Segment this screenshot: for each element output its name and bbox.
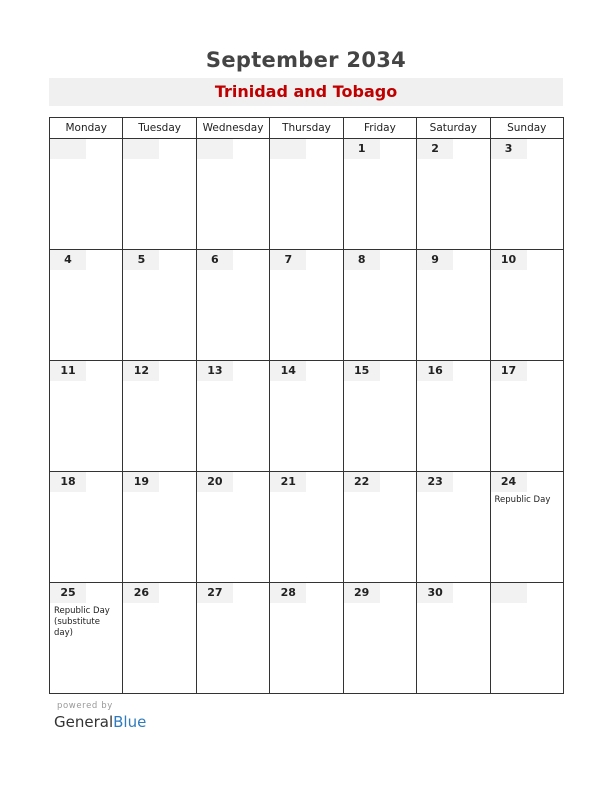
day-cell <box>270 139 343 250</box>
day-number <box>50 139 86 159</box>
day-cell <box>123 139 196 250</box>
country-banner <box>49 78 563 106</box>
brand-blue: Blue <box>113 713 147 731</box>
day-cell <box>343 472 416 583</box>
day-cell <box>50 361 123 472</box>
day-number: 17 <box>491 361 527 381</box>
day-cell <box>417 250 490 361</box>
weekday-header: Wednesday <box>196 118 269 139</box>
day-cell <box>50 139 123 250</box>
day-number: 19 <box>123 472 159 492</box>
day-number: 25 <box>50 583 86 603</box>
day-cell <box>270 250 343 361</box>
day-cell <box>196 361 269 472</box>
day-cell <box>123 583 196 694</box>
calendar-title: September 2034 <box>205 48 407 72</box>
day-number: 29 <box>344 583 380 603</box>
day-cell <box>417 583 490 694</box>
day-cell <box>343 583 416 694</box>
day-number: 11 <box>50 361 86 381</box>
day-cell <box>417 361 490 472</box>
day-number: 8 <box>344 250 380 270</box>
weekday-header: Saturday <box>417 118 490 139</box>
day-number: 23 <box>417 472 453 492</box>
day-cell <box>417 472 490 583</box>
powered-by-text: powered by <box>57 701 113 711</box>
day-number: 21 <box>270 472 306 492</box>
generalblue-logo[interactable] <box>54 713 146 731</box>
day-number: 2 <box>417 139 453 159</box>
brand-general: General <box>54 713 114 731</box>
day-number: 24 <box>491 472 527 492</box>
day-cell <box>50 472 123 583</box>
day-number: 13 <box>197 361 233 381</box>
weekday-header: Friday <box>343 118 416 139</box>
day-number: 30 <box>417 583 453 603</box>
day-cell <box>490 250 563 361</box>
day-number: 20 <box>197 472 233 492</box>
day-cell <box>490 583 563 694</box>
weekday-header: Monday <box>50 118 123 139</box>
day-number: 26 <box>123 583 159 603</box>
week-row <box>50 472 564 583</box>
day-number: 28 <box>270 583 306 603</box>
weekday-header: Tuesday <box>123 118 196 139</box>
day-cell <box>490 139 563 250</box>
weekday-header: Thursday <box>270 118 343 139</box>
day-number <box>123 139 159 159</box>
day-cell <box>270 472 343 583</box>
calendar-grid <box>49 117 564 694</box>
day-cell <box>196 139 269 250</box>
weekday-header-row <box>50 118 564 139</box>
day-cell <box>490 361 563 472</box>
country-name: Trinidad and Tobago <box>214 82 398 101</box>
day-cell <box>50 250 123 361</box>
week-row <box>50 139 564 250</box>
day-number: 10 <box>491 250 527 270</box>
day-cell <box>196 472 269 583</box>
day-number: 18 <box>50 472 86 492</box>
day-number <box>491 583 527 603</box>
day-cell <box>343 361 416 472</box>
day-cell <box>490 472 563 583</box>
day-cell <box>343 139 416 250</box>
day-number: 5 <box>123 250 159 270</box>
day-cell <box>270 361 343 472</box>
day-cell <box>196 250 269 361</box>
day-number: 4 <box>50 250 86 270</box>
day-cell <box>123 361 196 472</box>
day-number <box>197 139 233 159</box>
day-number: 9 <box>417 250 453 270</box>
weekday-header: Sunday <box>490 118 563 139</box>
day-number: 22 <box>344 472 380 492</box>
day-cell <box>50 583 123 694</box>
day-number: 14 <box>270 361 306 381</box>
day-number: 15 <box>344 361 380 381</box>
week-row <box>50 250 564 361</box>
day-cell <box>123 250 196 361</box>
day-number: 6 <box>197 250 233 270</box>
day-number <box>270 139 306 159</box>
day-number: 7 <box>270 250 306 270</box>
day-cell <box>343 250 416 361</box>
day-cell <box>123 472 196 583</box>
day-number: 12 <box>123 361 159 381</box>
day-number: 1 <box>344 139 380 159</box>
week-row <box>50 361 564 472</box>
week-row <box>50 583 564 694</box>
day-cell <box>270 583 343 694</box>
holiday-label: Republic Day <box>494 495 551 505</box>
day-cell <box>417 139 490 250</box>
day-cell <box>196 583 269 694</box>
holiday-label: Republic Day (substitute day) <box>54 606 110 638</box>
day-number: 16 <box>417 361 453 381</box>
day-number: 27 <box>197 583 233 603</box>
day-number: 3 <box>491 139 527 159</box>
